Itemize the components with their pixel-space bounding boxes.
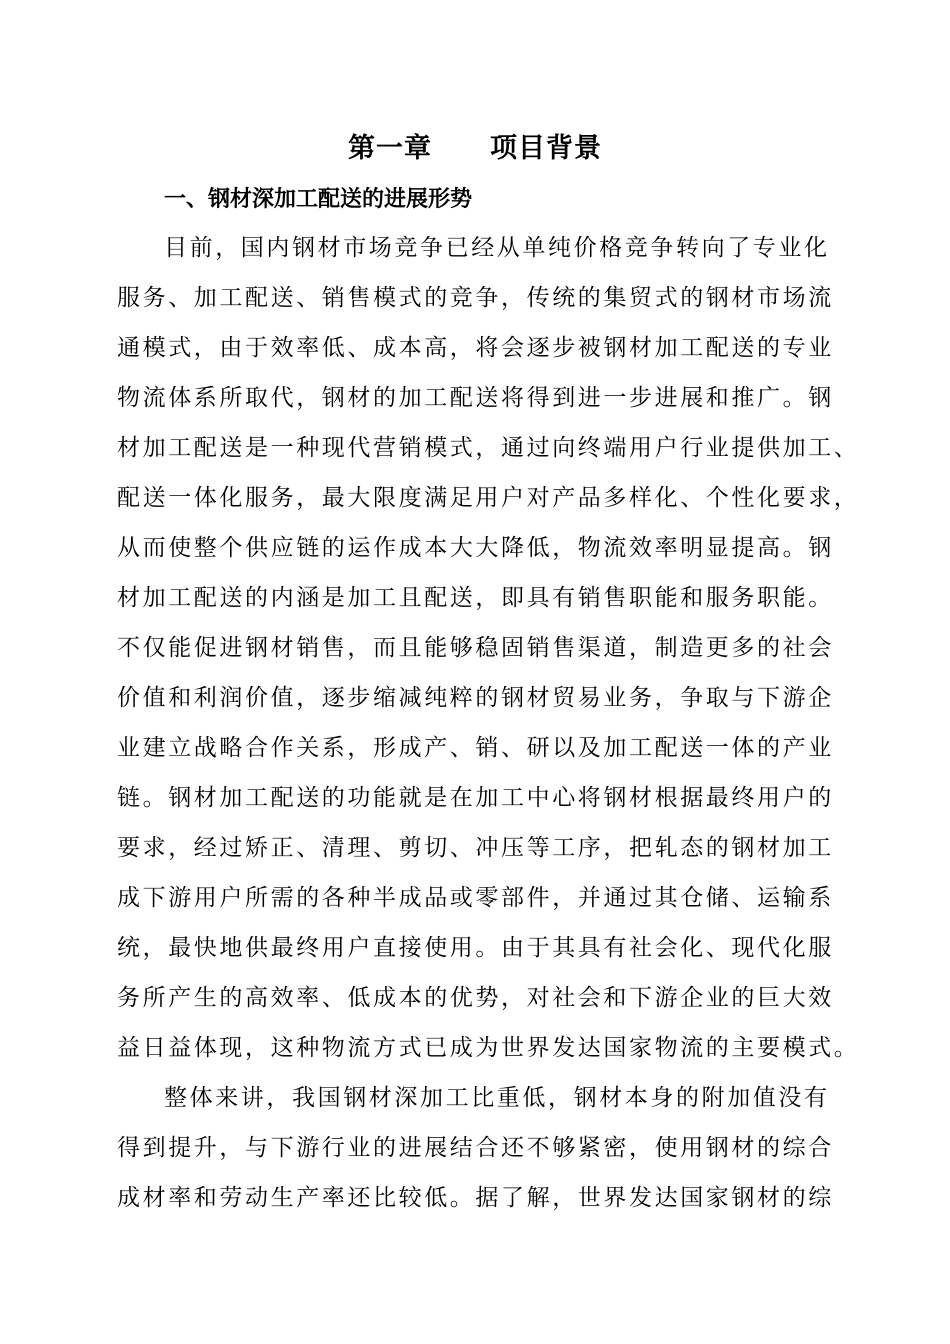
paragraph-line: 通模式，由于效率低、成本高，将会逐步被钢材加工配送的专业 <box>117 335 834 361</box>
paragraph-line: 成下游用户所需的各种半成品或零部件，并通过其仓储、运输系 <box>117 885 834 911</box>
paragraph-line: 价值和利润价值，逐步缩减纯粹的钢材贸易业务，争取与下游企 <box>117 685 834 711</box>
chapter-title <box>0 129 950 169</box>
paragraph-line: 服务、加工配送、销售模式的竞争，传统的集贸式的钢材市场流 <box>117 285 834 311</box>
paragraph-line: 链。钢材加工配送的功能就是在加工中心将钢材根据最终用户的 <box>117 785 834 811</box>
chapter-label: 第一章 <box>348 133 432 164</box>
paragraph-line: 配送一体化服务，最大限度满足用户对产品多样化、个性化要求， <box>117 485 860 511</box>
paragraph-line: 材加工配送是一种现代营销模式，通过向终端用户行业提供加工、 <box>117 435 860 461</box>
paragraph-line: 业建立战略合作关系，形成产、销、研以及加工配送一体的产业 <box>117 735 834 761</box>
paragraph-line: 成材率和劳动生产率还比较低。据了解，世界发达国家钢材的综 <box>117 1185 834 1211</box>
paragraph-line: 务所产生的高效率、低成本的优势，对社会和下游企业的巨大效 <box>117 985 834 1011</box>
paragraph-line: 目前，国内钢材市场竞争已经从单纯价格竞争转向了专业化 <box>164 235 830 261</box>
paragraph-line: 整体来讲，我国钢材深加工比重低，钢材本身的附加值没有 <box>164 1085 830 1111</box>
paragraph-line: 统，最快地供最终用户直接使用。由于其具有社会化、现代化服 <box>117 935 834 961</box>
chapter-name: 项目背景 <box>490 133 602 164</box>
paragraph-line: 得到提升，与下游行业的进展结合还不够紧密，使用钢材的综合 <box>117 1135 834 1161</box>
paragraph-line: 材加工配送的内涵是加工且配送，即具有销售职能和服务职能。 <box>117 585 834 611</box>
paragraph-line: 不仅能促进钢材销售，而且能够稳固销售渠道，制造更多的社会 <box>117 635 834 661</box>
section-heading: 一、钢材深加工配送的进展形势 <box>164 187 473 212</box>
paragraph-line: 物流体系所取代，钢材的加工配送将得到进一步进展和推广。钢 <box>117 385 834 411</box>
paragraph-line: 要求，经过矫正、清理、剪切、冲压等工序，把轧态的钢材加工 <box>117 835 834 861</box>
paragraph-line: 从而使整个供应链的运作成本大大降低，物流效率明显提高。钢 <box>117 535 834 561</box>
paragraph-line: 益日益体现，这种物流方式已成为世界发达国家物流的主要模式。 <box>117 1035 860 1061</box>
